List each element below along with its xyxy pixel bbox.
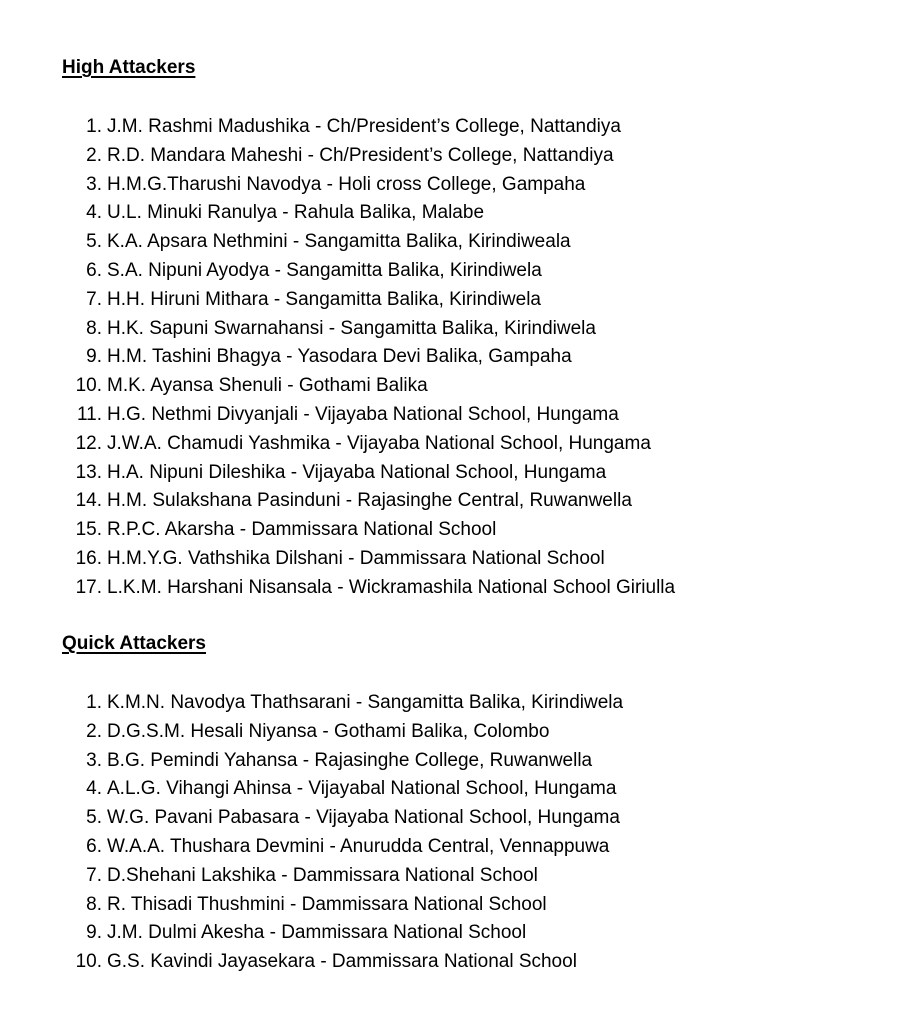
list-item (0, 834, 623, 863)
list-item-text: H.A. Nipuni Dileshika - Vijayaba National School, Hungama (107, 461, 607, 483)
list-item-number: 9. (86, 346, 102, 368)
list-item (0, 172, 675, 201)
list-item (0, 431, 675, 460)
list-item-text: H.H. Hiruni Mithara - Sangamitta Balika, Kirindiwela (107, 288, 541, 310)
list-item-text: W.G. Pavani Pabasara - Vijayaba National School, Hungama (107, 807, 620, 829)
list-item-text: G.S. Kavindi Jayasekara - Dammissara National School (107, 951, 577, 973)
list-item (0, 748, 623, 777)
list-item-text: H.M.Y.G. Vathshika Dilshani - Dammissara National School (107, 547, 605, 569)
list-item-number: 12. (75, 432, 102, 454)
list-item-text: J.M. Rashmi Madushika - Ch/President’s College, Nattandiya (107, 116, 621, 137)
list-item-text: B.G. Pemindi Yahansa - Rajasinghe College, Ruwanwella (107, 749, 593, 771)
list-item (0, 229, 675, 258)
list-item (0, 287, 675, 316)
list-item-text: U.L. Minuki Ranulya - Rahula Balika, Malabe (107, 202, 485, 224)
list-item (0, 344, 675, 373)
quick-attackers-list (0, 690, 623, 978)
list-item-number: 15. (75, 519, 102, 541)
list-item (0, 949, 623, 978)
list-item (0, 920, 623, 949)
list-item-number: 10. (75, 951, 102, 973)
list-item-number: 9. (86, 922, 102, 944)
list-item-number: 4. (86, 778, 102, 800)
list-item (0, 200, 675, 229)
list-item-text: D.Shehani Lakshika - Dammissara National School (107, 864, 538, 886)
list-item-text: R.D. Mandara Maheshi - Ch/President’s College, Nattandiya (107, 144, 614, 166)
list-item-number: 7. (86, 288, 102, 310)
list-item-number: 16. (75, 547, 102, 569)
list-item-number: 1. (86, 692, 102, 713)
list-item-text: H.M. Tashini Bhagya - Yasodara Devi Balika, Gampaha (107, 346, 572, 368)
list-item-text: W.A.A. Thushara Devmini - Anurudda Central, Vennappuwa (107, 835, 610, 857)
list-item-text: K.M.N. Navodya Thathsarani - Sangamitta Balika, Kirindiwela (107, 692, 624, 713)
list-item-number: 17. (75, 576, 102, 598)
list-item (0, 690, 623, 719)
list-item-text: J.M. Dulmi Akesha - Dammissara National School (107, 922, 527, 944)
list-item-text: J.W.A. Chamudi Yashmika - Vijayaba National School, Hungama (107, 432, 651, 454)
list-item (0, 373, 675, 402)
list-item-text: M.K. Ayansa Shenuli - Gothami Balika (107, 375, 428, 397)
list-item-number: 4. (86, 202, 102, 224)
section-heading-quick-attackers: Quick Attackers (62, 633, 206, 654)
list-item (0, 316, 675, 345)
list-item-text: K.A. Apsara Nethmini - Sangamitta Balika, Kirindiweala (107, 231, 571, 253)
list-item-number: 2. (86, 720, 102, 742)
list-item (0, 114, 675, 143)
list-item-number: 3. (86, 173, 102, 195)
list-item-number: 6. (86, 835, 102, 857)
list-item (0, 517, 675, 546)
list-item (0, 546, 675, 575)
list-item-number: 10. (75, 375, 102, 397)
list-item-number: 8. (86, 893, 102, 915)
list-item (0, 143, 675, 172)
list-item-number: 5. (86, 231, 102, 253)
list-item-text: R.P.C. Akarsha - Dammissara National School (107, 519, 497, 541)
list-item (0, 805, 623, 834)
list-item (0, 575, 675, 604)
list-item-text: H.K. Sapuni Swarnahansi - Sangamitta Balika, Kirindiwela (107, 317, 596, 339)
list-item-text: R. Thisadi Thushmini - Dammissara National School (107, 893, 547, 915)
list-item-number: 14. (75, 490, 102, 512)
list-item-number: 1. (86, 116, 102, 137)
list-item-number: 3. (86, 749, 102, 771)
list-item (0, 402, 675, 431)
list-item-number: 7. (86, 864, 102, 886)
list-item (0, 892, 623, 921)
list-item-text: H.G. Nethmi Divyanjali - Vijayaba National School, Hungama (107, 403, 619, 425)
list-item-text: A.L.G. Vihangi Ahinsa - Vijayabal National School, Hungama (107, 778, 617, 800)
list-item (0, 719, 623, 748)
high-attackers-list (0, 114, 675, 604)
list-item-text: S.A. Nipuni Ayodya - Sangamitta Balika, Kirindiwela (107, 259, 542, 281)
list-item-number: 8. (86, 317, 102, 339)
list-item-text: D.G.S.M. Hesali Niyansa - Gothami Balika, Colombo (107, 720, 550, 742)
section-heading-high-attackers: High Attackers (62, 57, 196, 78)
list-item (0, 488, 675, 517)
list-item (0, 258, 675, 287)
list-item-number: 5. (86, 807, 102, 829)
list-item-number: 13. (75, 461, 102, 483)
list-item-text: L.K.M. Harshani Nisansala - Wickramashila National School Giriulla (107, 576, 676, 598)
list-item (0, 460, 675, 489)
list-item (0, 776, 623, 805)
list-item-number: 2. (86, 144, 102, 166)
list-item-number: 11. (76, 403, 102, 425)
list-item-text: H.M.G.Tharushi Navodya - Holi cross College, Gampaha (107, 173, 586, 195)
list-item (0, 863, 623, 892)
list-item-text: H.M. Sulakshana Pasinduni - Rajasinghe Central, Ruwanwella (107, 490, 632, 512)
list-item-number: 6. (86, 259, 102, 281)
